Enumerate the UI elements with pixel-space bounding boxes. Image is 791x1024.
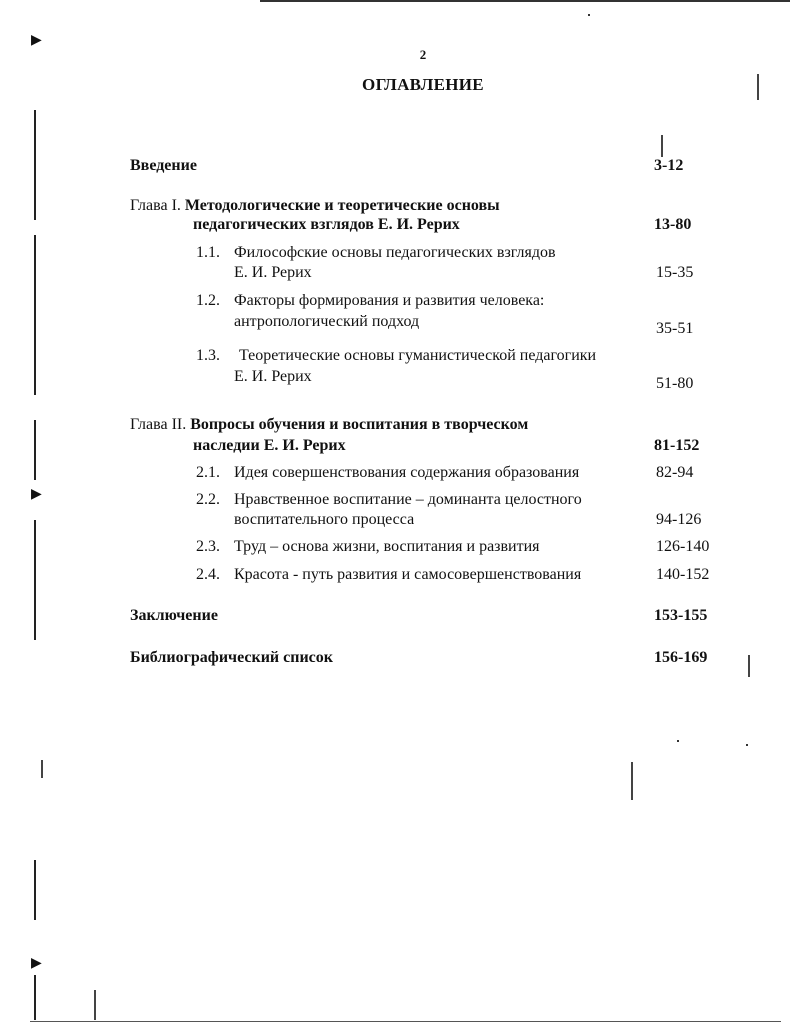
conclusion-pages: 153-155 <box>654 607 708 624</box>
scan-top-edge <box>260 0 790 2</box>
section-number: 1.3. <box>196 347 220 364</box>
bibliography-pages: 156-169 <box>654 649 708 666</box>
scan-left-edge <box>34 235 36 395</box>
binder-mark-icon: ▶ <box>31 33 42 48</box>
section-pages: 35-51 <box>656 320 694 337</box>
page-number: 2 <box>419 47 427 62</box>
section-number: 2.1. <box>196 464 220 481</box>
scan-left-edge <box>34 110 36 220</box>
section-number: 2.3. <box>196 538 220 555</box>
chapter1-title-line2: педагогических взглядов Е. И. Рерих <box>193 216 460 233</box>
scan-speck <box>588 14 590 16</box>
section-pages: 94-126 <box>656 511 702 528</box>
bibliography-label: Библиографический список <box>130 649 333 666</box>
section-title-line2: Е. И. Рерих <box>234 368 312 385</box>
section-pages: 51-80 <box>656 375 694 392</box>
section-pages: 82-94 <box>656 464 694 481</box>
chapter2-title-line1: Вопросы обучения и воспитания в творческом <box>190 416 529 433</box>
section-title-line1: Идея совершенствования содержания образования <box>234 464 580 481</box>
section-title-line1: Философские основы педагогических взглядов <box>234 244 556 261</box>
chapter2-title-line2: наследии Е. И. Рерих <box>193 437 346 454</box>
scan-speck <box>748 655 750 677</box>
chapter1-pages: 13-80 <box>654 216 692 233</box>
section-number: 1.1. <box>196 244 220 261</box>
chapter2-pages: 81-152 <box>654 437 700 454</box>
section-title-line1: Факторы формирования и развития человека: <box>234 292 545 309</box>
section-title-line2: антропологический подход <box>234 313 420 330</box>
section-title-line1: Теоретические основы гуманистической педагогики <box>239 347 597 364</box>
page-title: ОГЛАВЛЕНИЕ <box>362 75 484 94</box>
binder-mark-icon: ▶ <box>31 487 42 502</box>
chapter1-prefix: Глава I. <box>130 197 181 214</box>
binder-mark-icon: ▶ <box>31 956 42 971</box>
scan-speck <box>41 760 43 778</box>
chapter2-prefix: Глава II. <box>130 416 187 433</box>
section-number: 2.4. <box>196 566 220 583</box>
section-number: 2.2. <box>196 491 220 508</box>
section-title-line1: Нравственное воспитание – доминанта целостного <box>234 491 582 508</box>
section-title-line2: воспитательного процесса <box>234 511 415 528</box>
scan-left-edge <box>34 975 36 1020</box>
scan-speck <box>631 762 633 800</box>
intro-label: Введение <box>130 157 197 174</box>
chapter2-heading <box>130 416 528 434</box>
section-number: 1.2. <box>196 292 220 309</box>
conclusion-label: Заключение <box>130 607 218 624</box>
chapter1-heading <box>130 197 500 215</box>
chapter1-title-line1: Методологические и теоретические основы <box>184 197 500 214</box>
scan-speck <box>677 740 679 742</box>
section-pages: 126-140 <box>656 538 710 555</box>
section-title-line1: Труд – основа жизни, воспитания и развития <box>234 538 540 555</box>
scan-left-edge <box>34 420 36 480</box>
section-title-line2: Е. И. Рерих <box>234 264 312 281</box>
section-title-line1: Красота - путь развития и самосовершенствования <box>234 566 582 583</box>
scan-speck <box>661 135 663 157</box>
scan-speck <box>746 744 748 746</box>
scan-left-edge <box>34 520 36 640</box>
intro-pages: 3-12 <box>654 157 684 174</box>
scan-speck <box>94 990 96 1020</box>
section-pages: 15-35 <box>656 264 694 281</box>
scan-left-edge <box>34 860 36 920</box>
section-pages: 140-152 <box>656 566 710 583</box>
scan-bottom-edge <box>30 1021 781 1022</box>
